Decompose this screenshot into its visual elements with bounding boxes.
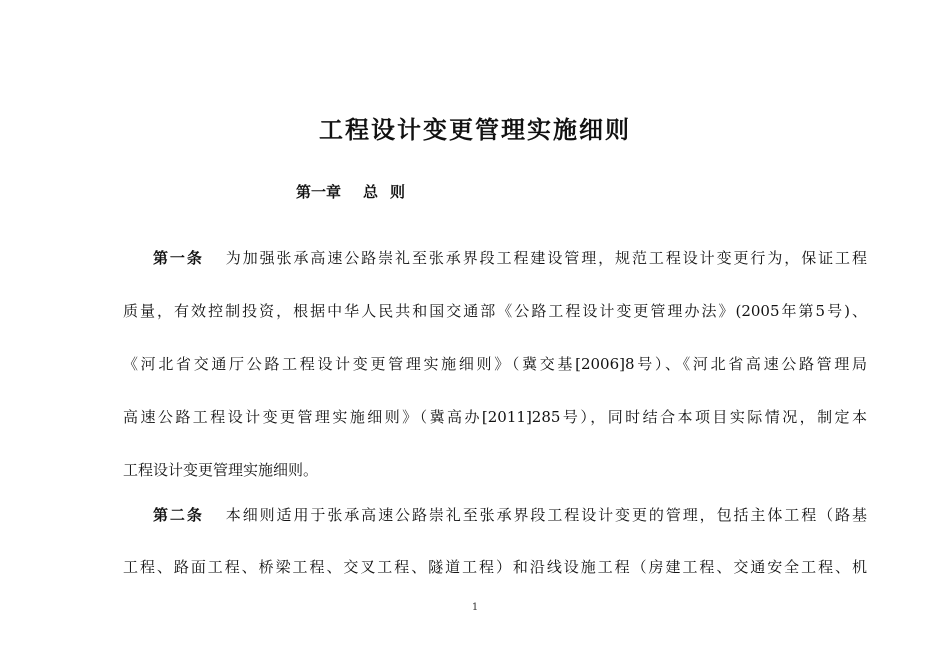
chapter-heading — [296, 181, 405, 202]
chapter-name-part2: 则 — [390, 183, 406, 201]
article-1-line-3: 《河北省交通厅公路工程设计变更管理实施细则》（冀交基[2006]8号）、《河北省高速公路管理局 — [123, 355, 867, 373]
article-1-line-5: 工程设计变更管理实施细则。 — [123, 461, 319, 479]
article-1-label: 第一条 — [153, 249, 204, 267]
article-2-label: 第二条 — [153, 506, 204, 524]
article-1-line-2: 质量，有效控制投资，根据中华人民共和国交通部《公路工程设计变更管理办法》(2005年第5号)、 — [123, 302, 867, 320]
article-2-line-1 — [153, 505, 867, 525]
article-2-line-2: 工程、路面工程、桥梁工程、交叉工程、隧道工程）和沿线设施工程（房建工程、交通安全工程、机 — [123, 558, 867, 576]
chapter-name-part1: 总 — [363, 183, 379, 201]
document-title: 工程设计变更管理实施细则 — [319, 116, 631, 144]
page-number: 1 — [471, 602, 479, 613]
article-2-text-1: 本细则适用于张承高速公路崇礼至张承界段工程设计变更的管理，包括主体工程（路基 — [225, 506, 867, 524]
article-1-line-4: 高速公路工程设计变更管理实施细则》（冀高办[2011]285号），同时结合本项目实际情况，制定本 — [123, 408, 867, 426]
article-1-text-1: 为加强张承高速公路崇礼至张承界段工程建设管理，规范工程设计变更行为，保证工程 — [225, 249, 867, 267]
article-1-line-1 — [153, 248, 867, 268]
chapter-number: 第一章 — [296, 183, 342, 201]
